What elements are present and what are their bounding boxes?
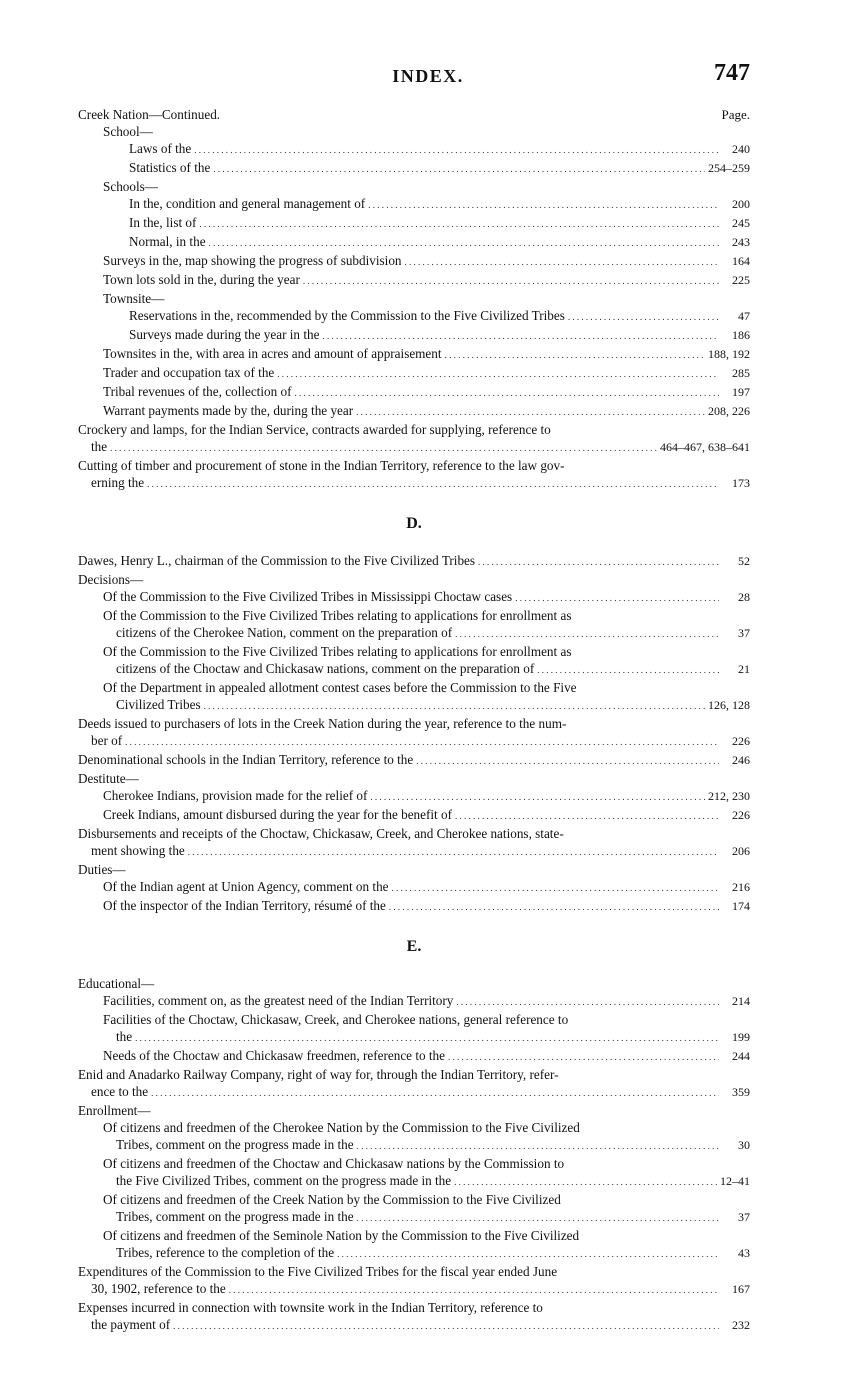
leader-dots	[370, 787, 705, 806]
entry-text: the payment of	[91, 1317, 171, 1332]
entry-text: erning the	[91, 475, 145, 490]
entry-page: 226	[732, 734, 750, 748]
entry-text: Normal, in the	[129, 234, 206, 249]
entry-page: 37	[738, 1210, 750, 1224]
entry-text: citizens of the Choctaw and Chickasaw nations, comment on the preparation of	[116, 661, 535, 676]
entry-page: 359	[732, 1085, 750, 1099]
leader-dots	[229, 1280, 719, 1299]
index-entry	[78, 624, 750, 643]
entry-page: 245	[732, 216, 750, 230]
index-entry	[78, 214, 750, 233]
entry-first-line: Expenses incurred in connection with townsite work in the Indian Territory, reference to	[78, 1300, 543, 1315]
index-entry	[78, 1316, 750, 1335]
entry-text: the	[116, 1029, 133, 1044]
heading-destitute: Destitute—	[78, 771, 139, 786]
entry-page: 243	[732, 235, 750, 249]
index-entry	[78, 271, 750, 290]
entry-text: Creek Indians, amount disbursed during the year for the benefit of	[103, 807, 452, 822]
creek-nation-heading-row	[78, 106, 750, 123]
index-entry	[78, 402, 750, 421]
index-entry	[78, 806, 750, 825]
leader-dots	[204, 696, 705, 715]
entry-page: 285	[732, 366, 750, 380]
entry-page: 240	[732, 142, 750, 156]
leader-dots	[294, 383, 719, 402]
entry-page: 226	[732, 808, 750, 822]
index-entry	[78, 159, 750, 178]
leader-dots	[135, 1028, 719, 1047]
leader-dots	[455, 624, 719, 643]
entry-text: Statistics of the	[129, 160, 211, 175]
entry-first-line: Of citizens and freedmen of the Seminole Nation by the Commission to the Five Civilized	[103, 1228, 580, 1243]
leader-dots	[173, 1316, 719, 1335]
leader-dots	[454, 1172, 717, 1191]
leader-dots	[537, 660, 719, 679]
entry-first-line: Of citizens and freedmen of the Creek Nation by the Commission to the Five Civilized	[103, 1192, 561, 1207]
leader-dots	[209, 233, 719, 252]
leader-dots	[455, 806, 719, 825]
leader-dots	[357, 1208, 719, 1227]
index-entry	[78, 364, 750, 383]
section-letter-d: D.	[406, 515, 422, 532]
entry-page: 173	[732, 476, 750, 490]
entry-text: ment showing the	[91, 843, 185, 858]
index-entry	[78, 660, 750, 679]
entry-text: Needs of the Choctaw and Chickasaw freedmen, reference to the	[103, 1048, 445, 1063]
entry-text: Townsites in the, with area in acres and amount of appraisement	[103, 346, 442, 361]
entry-page: 28	[738, 590, 750, 604]
entry-text: In the, list of	[129, 215, 197, 230]
index-entry	[78, 307, 750, 326]
entry-page: 167	[732, 1282, 750, 1296]
entry-text: Tribes, comment on the progress made in the	[116, 1137, 354, 1152]
index-entry	[78, 552, 750, 571]
entry-first-line: Of the Commission to the Five Civilized Tribes relating to applications for enrollment as	[103, 608, 572, 623]
leader-dots	[448, 1047, 719, 1066]
entry-page: 464–467, 638–641	[660, 440, 750, 454]
entry-text: Dawes, Henry L., chairman of the Commission to the Five Civilized Tribes	[78, 553, 476, 568]
entry-text: Town lots sold in the, during the year	[103, 272, 300, 287]
creek-nation-heading: Creek Nation—Continued.	[78, 107, 221, 122]
subheading-school: School—	[103, 124, 153, 139]
entry-first-line: Of citizens and freedmen of the Cherokee Nation by the Commission to the Five Civilized	[103, 1120, 580, 1135]
entry-text: 30, 1902, reference to the	[91, 1281, 226, 1296]
leader-dots	[456, 992, 719, 1011]
section-letter-e: E.	[406, 938, 422, 955]
entry-page: 52	[738, 554, 750, 568]
entry-page: 188, 192	[708, 347, 750, 361]
leader-dots	[277, 364, 719, 383]
entry-text: Tribal revenues of the, collection of	[103, 384, 292, 399]
index-entry	[78, 326, 750, 345]
index-entry	[78, 732, 750, 751]
entry-text: Trader and occupation tax of the	[103, 365, 275, 380]
index-entry	[78, 474, 750, 493]
entry-text: the Five Civilized Tribes, comment on the progress made in the	[116, 1173, 452, 1188]
heading-decisions: Decisions—	[78, 572, 144, 587]
entry-page: 199	[732, 1030, 750, 1044]
index-entry	[78, 1208, 750, 1227]
heading-duties: Duties—	[78, 862, 126, 877]
leader-dots	[213, 159, 705, 178]
entry-page: 216	[732, 880, 750, 894]
leader-dots	[151, 1083, 719, 1102]
leader-dots	[303, 271, 719, 290]
index-entry	[78, 992, 750, 1011]
index-entry	[78, 1083, 750, 1102]
index-body	[78, 106, 750, 1335]
index-entry	[78, 787, 750, 806]
entry-first-line: Of the Commission to the Five Civilized Tribes relating to applications for enrollment as	[103, 644, 572, 659]
entry-text: Surveys made during the year in the	[129, 327, 320, 342]
heading-educational: Educational—	[78, 976, 155, 991]
entry-page: 214	[732, 994, 750, 1008]
index-entry	[78, 233, 750, 252]
entry-first-line: Expenditures of the Commission to the Five Civilized Tribes for the fiscal year ended June	[78, 1264, 558, 1279]
entry-text: Laws of the	[129, 141, 192, 156]
subheading-townsite: Townsite—	[103, 291, 165, 306]
entry-page: 186	[732, 328, 750, 342]
entry-text: Warrant payments made by the, during the year	[103, 403, 354, 418]
entry-page: 126, 128	[708, 698, 750, 712]
entry-page: 200	[732, 197, 750, 211]
entry-page: 254–259	[708, 161, 750, 175]
entry-first-line: Of citizens and freedmen of the Choctaw and Chickasaw nations by the Commission to	[103, 1156, 565, 1171]
entry-page: 206	[732, 844, 750, 858]
entry-page: 208, 226	[708, 404, 750, 418]
leader-dots	[405, 252, 719, 271]
entry-first-line: Crockery and lamps, for the Indian Service, contracts awarded for supplying, reference to	[78, 422, 551, 437]
entry-page: 197	[732, 385, 750, 399]
leader-dots	[125, 732, 719, 751]
page-column-label: Page.	[721, 107, 750, 122]
entry-text: Civilized Tribes	[116, 697, 201, 712]
entry-first-line: Facilities of the Choctaw, Chickasaw, Creek, and Cherokee nations, general reference to	[103, 1012, 569, 1027]
entry-text: ence to the	[91, 1084, 149, 1099]
heading-enrollment: Enrollment—	[78, 1103, 151, 1118]
index-entry	[78, 195, 750, 214]
entry-page: 246	[732, 753, 750, 767]
entry-text: Tribes, comment on the progress made in the	[116, 1209, 354, 1224]
index-entry	[78, 438, 750, 457]
entry-page: 37	[738, 626, 750, 640]
index-entry	[78, 897, 750, 916]
entry-first-line: Disbursements and receipts of the Choctaw, Chickasaw, Creek, and Cherokee nations, state-	[78, 826, 564, 841]
index-entry	[78, 842, 750, 861]
index-entry	[78, 140, 750, 159]
index-entry	[78, 345, 750, 364]
index-entry	[78, 1047, 750, 1066]
index-entry	[78, 588, 750, 607]
running-title: INDEX.	[392, 66, 464, 86]
entry-page: 47	[738, 309, 750, 323]
entry-text: Facilities, comment on, as the greatest need of the Indian Territory	[103, 993, 454, 1008]
index-entry	[78, 1280, 750, 1299]
entry-text: ber of	[91, 733, 123, 748]
entry-text: Of the Commission to the Five Civilized Tribes in Mississippi Choctaw cases	[103, 589, 513, 604]
leader-dots	[188, 842, 719, 861]
index-entry	[78, 383, 750, 402]
entry-page: 164	[732, 254, 750, 268]
entry-text: Reservations in the, recommended by the Commission to the Five Civilized Tribes	[129, 308, 565, 323]
leader-dots	[368, 195, 719, 214]
page-number: 747	[714, 60, 750, 86]
entry-page: 232	[732, 1318, 750, 1332]
leader-dots	[478, 552, 719, 571]
entry-first-line: Deeds issued to purchasers of lots in the Creek Nation during the year, reference to the num-	[78, 716, 567, 731]
leader-dots	[147, 474, 719, 493]
entry-page: 43	[738, 1246, 750, 1260]
leader-dots	[356, 402, 705, 421]
leader-dots	[445, 345, 705, 364]
entry-page: 225	[732, 273, 750, 287]
subheading-schools: Schools—	[103, 179, 158, 194]
entry-page: 21	[738, 662, 750, 676]
entry-first-line: Of the Department in appealed allotment contest cases before the Commission to the Five	[103, 680, 577, 695]
entry-text: Tribes, reference to the completion of the	[116, 1245, 335, 1260]
leader-dots	[392, 878, 719, 897]
entry-page: 12–41	[720, 1174, 750, 1188]
leader-dots	[199, 214, 719, 233]
leader-dots	[389, 897, 719, 916]
entry-text: Surveys in the, map showing the progress of subdivision	[103, 253, 402, 268]
index-entry	[78, 1244, 750, 1263]
leader-dots	[322, 326, 719, 345]
index-entry	[78, 696, 750, 715]
leader-dots	[337, 1244, 719, 1263]
entry-text: In the, condition and general management of	[129, 196, 366, 211]
leader-dots	[194, 140, 719, 159]
entry-text: Cherokee Indians, provision made for the relief of	[103, 788, 368, 803]
leader-dots	[357, 1136, 719, 1155]
index-entry	[78, 751, 750, 770]
index-entry	[78, 878, 750, 897]
entry-text: the	[91, 439, 108, 454]
index-entry	[78, 1136, 750, 1155]
entry-first-line: Cutting of timber and procurement of stone in the Indian Territory, reference to the law gov-	[78, 458, 565, 473]
leader-dots	[110, 438, 657, 457]
entry-page: 244	[732, 1049, 750, 1063]
entry-text: Of the inspector of the Indian Territory, résumé of the	[103, 898, 386, 913]
index-entry	[78, 252, 750, 271]
leader-dots	[515, 588, 719, 607]
entry-page: 174	[732, 899, 750, 913]
entry-text: citizens of the Cherokee Nation, comment on the preparation of	[116, 625, 453, 640]
entry-page: 30	[738, 1138, 750, 1152]
index-entry	[78, 1028, 750, 1047]
entry-first-line: Enid and Anadarko Railway Company, right of way for, through the Indian Territory, refer-	[78, 1067, 559, 1082]
leader-dots	[568, 307, 719, 326]
leader-dots	[416, 751, 719, 770]
entry-text: Denominational schools in the Indian Territory, reference to the	[78, 752, 414, 767]
index-entry	[78, 1172, 750, 1191]
entry-text: Of the Indian agent at Union Agency, comment on the	[103, 879, 389, 894]
entry-page: 212, 230	[708, 789, 750, 803]
